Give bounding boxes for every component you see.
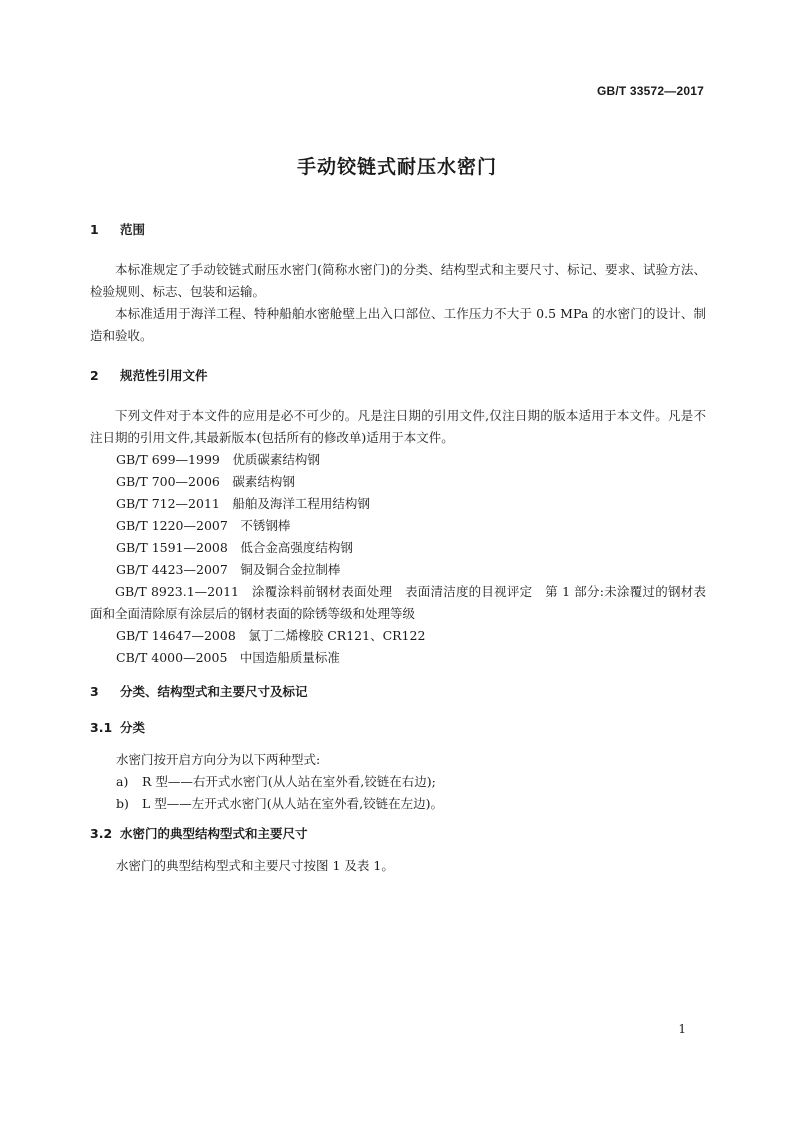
- list-item-marker: a): [116, 774, 129, 789]
- section-number: 2: [90, 368, 99, 383]
- list-item: [116, 793, 443, 815]
- section-1-heading: [90, 220, 145, 238]
- list-item-text: L 型——左开式水密门(从人站在室外看,铰链在左边)。: [142, 796, 444, 811]
- section-2-heading: [90, 366, 208, 384]
- paragraph: 下列文件对于本文件的应用是必不可少的。凡是注日期的引用文件,仅注日期的版本适用于本文件。凡是不注日期的引用文件,其最新版本(包括所有的修改单)适用于本文件。: [90, 408, 706, 445]
- reference-entry: CB/T 4000—2005 中国造船质量标准: [116, 650, 340, 665]
- list-item-text: R 型——右开式水密门(从人站在室外看,铰链在右边);: [142, 774, 436, 789]
- section-number: 3.1: [90, 720, 113, 735]
- paragraph: 本标准适用于海洋工程、特种船舶水密舱壁上出入口部位、工作压力不大于 0.5 MPa 的水密门的设计、制造和验收。: [90, 306, 706, 343]
- reference-entry: GB/T 8923.1—2011 涂覆涂料前钢材表面处理 表面清洁度的目视评定 第 1 部分:未涂覆过的钢材表面和全面清除原有涂层后的钢材表面的除锈等级和处理等级: [90, 584, 706, 621]
- page-number: 1: [678, 1022, 686, 1036]
- paragraph: 水密门按开启方向分为以下两种型式:: [116, 752, 321, 767]
- standard-code: GB/T 33572—2017: [596, 84, 704, 98]
- section-title: 规范性引用文件: [120, 368, 208, 383]
- section-title: 范围: [120, 222, 146, 237]
- reference-entry: GB/T 14647—2008 氯丁二烯橡胶 CR121、CR122: [116, 628, 426, 643]
- document-title: 手动铰链式耐压水密门: [296, 156, 497, 178]
- paragraph: 本标准规定了手动铰链式耐压水密门(简称水密门)的分类、结构型式和主要尺寸、标记、要求、试验方法、检验规则、标志、包装和运输。: [90, 262, 706, 299]
- section-3-2-heading: [90, 824, 308, 842]
- section-number: 3.2: [90, 826, 113, 841]
- reference-entry: GB/T 712—2011 船舶及海洋工程用结构钢: [116, 496, 370, 511]
- section-title: 水密门的典型结构型式和主要尺寸: [120, 826, 308, 841]
- section-3-heading: [90, 682, 308, 700]
- section-number: 3: [90, 684, 99, 699]
- reference-entry: GB/T 4423—2007 铜及铜合金拉制棒: [116, 562, 341, 577]
- paragraph: 水密门的典型结构型式和主要尺寸按图 1 及表 1。: [116, 858, 394, 873]
- reference-entry: GB/T 1220—2007 不锈钢棒: [116, 518, 291, 533]
- reference-entry: GB/T 699—1999 优质碳素结构钢: [116, 452, 320, 467]
- reference-entry: GB/T 700—2006 碳素结构钢: [116, 474, 295, 489]
- section-number: 1: [90, 222, 99, 237]
- reference-entry: GB/T 1591—2008 低合金高强度结构钢: [116, 540, 353, 555]
- section-title: 分类: [120, 720, 146, 735]
- list-item-marker: b): [116, 796, 129, 811]
- list-item: [116, 771, 436, 793]
- section-title: 分类、结构型式和主要尺寸及标记: [120, 684, 308, 699]
- section-3-1-heading: [90, 718, 145, 736]
